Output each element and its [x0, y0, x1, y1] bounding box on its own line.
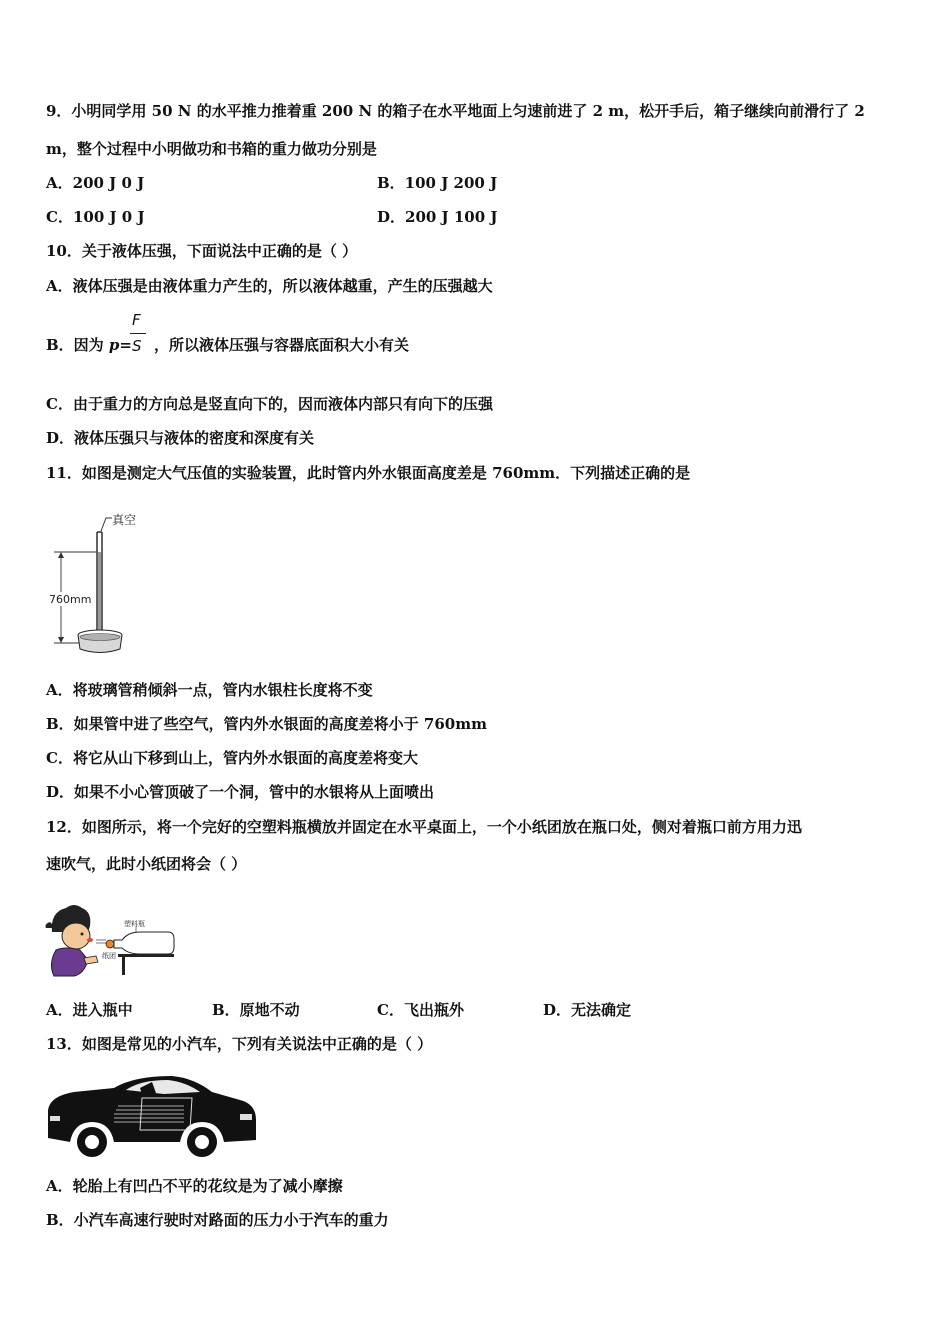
q10-option-a: A．液体压强是由液体重力产生的，所以液体越重，产生的压强越大 [46, 277, 493, 295]
fraction-denominator: S [132, 337, 142, 355]
q9-option-a: A．200 J 0 J [46, 174, 145, 192]
q13-stem: 13．如图是常见的小汽车，下列有关说法中正确的是（ ） [46, 1035, 433, 1053]
q9-option-b: B．100 J 200 J [377, 174, 498, 192]
q10-option-b-prefix: B．因为 [46, 336, 109, 354]
q10-option-d: D．液体压强只与液体的密度和深度有关 [46, 429, 315, 447]
height-label: 760mm [49, 593, 92, 606]
vacuum-label: 真空 [112, 513, 137, 527]
q10-option-b [46, 335, 409, 355]
q12-option-a: A．进入瓶中 [46, 1001, 133, 1019]
fraction-bar [130, 333, 146, 334]
q10-option-b-suffix: ，所以液体压强与容器底面积大小有关 [153, 336, 409, 354]
q9-stem-line2: m，整个过程中小明做功和书箱的重力做功分别是 [46, 140, 377, 158]
q11-option-b: B．如果管中进了些空气，管内外水银面的高度差将小于 760mm [46, 715, 487, 733]
fraction-numerator: F [132, 311, 141, 329]
q12-option-c: C．飞出瓶外 [377, 1001, 464, 1019]
q9-stem-line1: 9．小明同学用 50 N 的水平推力推着重 200 N 的箱子在水平地面上匀速前进了 2 m，松开手后，箱子继续向前滑行了 2 [46, 102, 865, 120]
q13-option-b: B．小汽车高速行驶时对路面的压力小于汽车的重力 [46, 1211, 389, 1229]
q12-stem-line2: 速吹气，此时小纸团将会（ ） [46, 855, 247, 873]
paper-ball-label: 纸团 [102, 952, 116, 960]
q11-option-d: D．如果不小心管顶破了一个洞，管中的水银将从上面喷出 [46, 783, 435, 801]
blowing-bottle-figure [44, 902, 176, 978]
bottle-label: 塑料瓶 [124, 920, 145, 928]
q10-option-c: C．由于重力的方向总是竖直向下的，因而液体内部只有向下的压强 [46, 395, 493, 413]
q13-option-a: A．轮胎上有凹凸不平的花纹是为了减小摩擦 [46, 1177, 343, 1195]
q11-option-c: C．将它从山下移到山上，管内外水银面的高度差将变大 [46, 749, 418, 767]
q9-option-d: D．200 J 100 J [377, 208, 498, 226]
q9-option-c: C．100 J 0 J [46, 208, 145, 226]
torricelli-apparatus-figure [44, 508, 154, 660]
q11-option-a: A．将玻璃管稍倾斜一点，管内水银柱长度将不变 [46, 681, 373, 699]
q11-stem: 11．如图是测定大气压值的实验装置，此时管内外水银面高度差是 760mm．下列描述正确的是 [46, 464, 691, 482]
sports-car-figure [44, 1070, 260, 1160]
q10-option-b-p: p= [108, 336, 132, 354]
q10-stem: 10．关于液体压强，下面说法中正确的是（ ） [46, 242, 358, 260]
q12-option-d: D．无法确定 [543, 1001, 632, 1019]
q12-stem-line1: 12．如图所示，将一个完好的空塑料瓶横放并固定在水平桌面上，一个小纸团放在瓶口处，侧对着瓶口前方用力迅 [46, 818, 802, 836]
q12-option-b: B．原地不动 [212, 1001, 300, 1019]
